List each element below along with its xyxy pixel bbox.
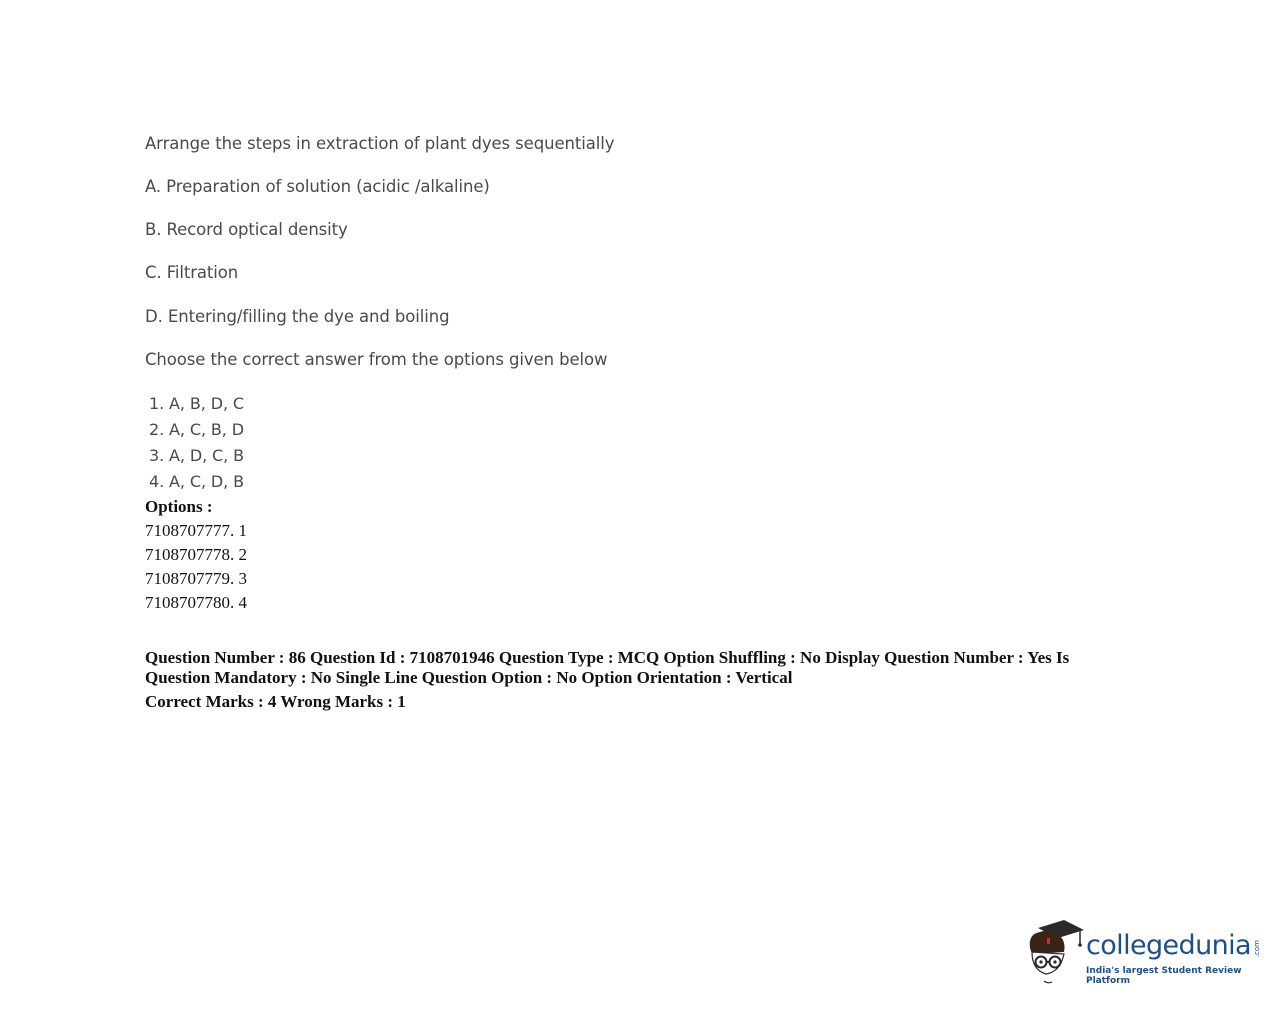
option-id-2: 7108707778. 2 [145,545,247,564]
meta-line-1: Question Number : 86 Question Id : 7108701946 Question Type : MCQ Option Shuffling : No Display Question Number : Yes Is [145,648,1070,667]
question-prompt: Arrange the steps in extraction of plant dyes sequentially [145,134,615,153]
choice-2: 2. A, C, B, D [149,420,244,439]
choice-4: 4. A, C, D, B [149,472,244,491]
logo-domain-suffix: .com [1253,940,1261,958]
statement-d: D. Entering/filling the dye and boiling [145,307,450,326]
collegedunia-logo [1024,918,1264,988]
statement-c: C. Filtration [145,263,239,282]
statement-b: B. Record optical density [145,220,348,239]
question-instruction: Choose the correct answer from the options given below [145,350,608,369]
logo-wordmark: collegedunia [1086,930,1251,961]
option-id-4: 7108707780. 4 [145,593,247,612]
option-id-3: 7108707779. 3 [145,569,247,588]
logo-tagline: India's largest Student Review Platform [1086,966,1242,986]
meta-line-3: Correct Marks : 4 Wrong Marks : 1 [145,692,406,711]
question-meta [145,648,1105,712]
choice-3: 3. A, D, C, B [149,446,244,465]
choice-1: 1. A, B, D, C [149,394,244,413]
meta-line-2: Question Mandatory : No Single Line Question Option : No Option Orientation : Vertical [145,668,793,687]
options-heading: Options : [145,497,213,516]
student-mascot-icon [1024,918,1086,988]
option-id-1: 7108707777. 1 [145,521,247,540]
statement-a: A. Preparation of solution (acidic /alkaline) [145,177,490,196]
